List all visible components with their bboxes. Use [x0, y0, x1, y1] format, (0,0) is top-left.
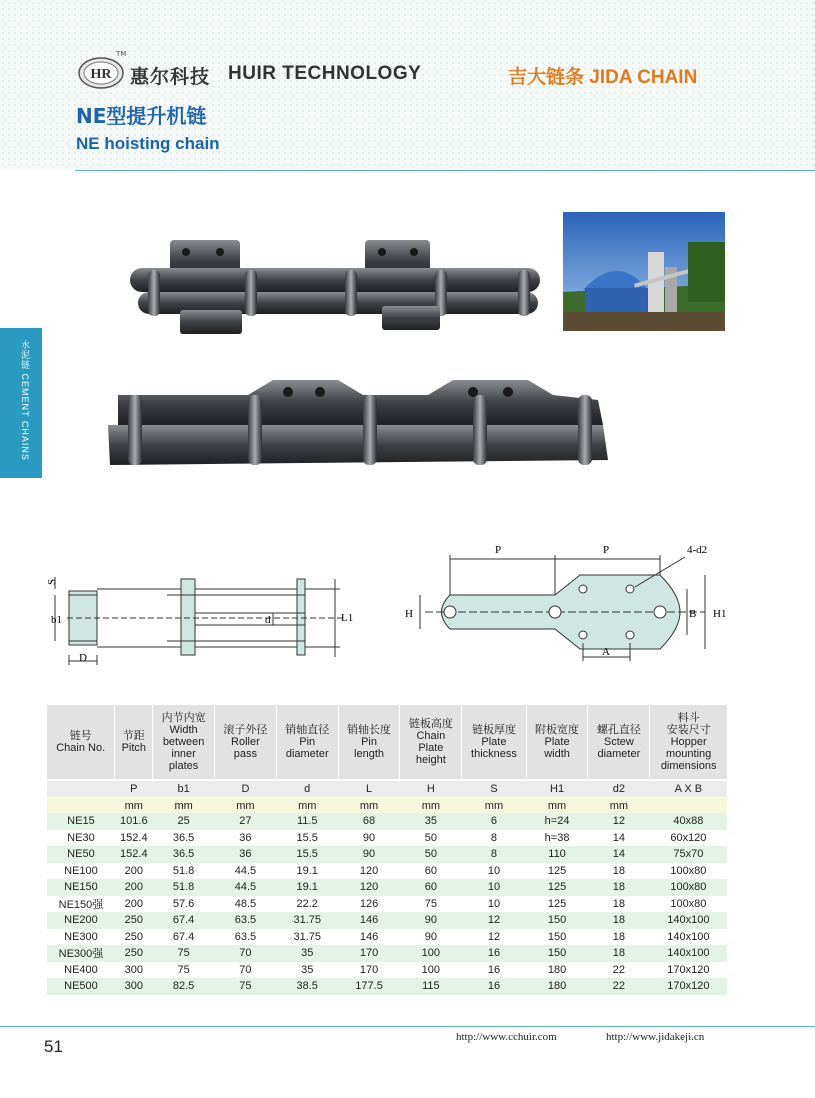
column-header: 内节内宽 Width between inner plates — [153, 705, 215, 780]
table-cell: 67.4 — [153, 929, 215, 946]
table-cell: 115 — [400, 978, 462, 995]
table-symbol-row — [47, 780, 727, 798]
table-cell: 18 — [588, 879, 650, 896]
table-cell: 14 — [588, 846, 650, 863]
section-side-tab-label: 水泥链 CEMENT CHAINS — [20, 340, 30, 461]
table-cell: 22.2 — [276, 896, 338, 913]
unit-cell — [650, 798, 727, 814]
dim-label-d-pin: d — [265, 614, 271, 626]
table-row — [47, 846, 727, 863]
table-cell: 57.6 — [153, 896, 215, 913]
table-row — [47, 978, 727, 995]
unit-cell: mm — [338, 798, 400, 814]
table-row — [47, 912, 727, 929]
table-cell: 51.8 — [153, 863, 215, 880]
table-cell: 125 — [526, 879, 588, 896]
table-cell: 120 — [338, 863, 400, 880]
table-cell: 150 — [526, 929, 588, 946]
company-logo — [78, 56, 124, 90]
table-cell: 90 — [400, 912, 462, 929]
table-cell: 170x120 — [650, 962, 727, 979]
table-cell: 100x80 — [650, 863, 727, 880]
table-cell: 25 — [153, 813, 215, 830]
dim-label-h: H — [405, 608, 413, 620]
table-cell: 68 — [338, 813, 400, 830]
table-cell: 100x80 — [650, 879, 727, 896]
dim-label-d-roller: D — [79, 652, 87, 664]
table-cell: 10 — [462, 879, 526, 896]
table-cell: 140x100 — [650, 945, 727, 962]
table-cell: 18 — [588, 863, 650, 880]
symbol-cell: D — [215, 780, 277, 798]
dim-label-s: S — [46, 578, 58, 585]
chain-number-cell: NE30 — [47, 830, 115, 847]
table-cell: 35 — [276, 962, 338, 979]
table-cell: 27 — [215, 813, 277, 830]
table-cell: h=24 — [526, 813, 588, 830]
chain-number-cell: NE300强 — [47, 945, 115, 962]
table-cell: 200 — [115, 896, 153, 913]
trademark-mark: TM — [116, 50, 127, 58]
symbol-cell: b1 — [153, 780, 215, 798]
unit-cell: mm — [462, 798, 526, 814]
table-cell: 60 — [400, 863, 462, 880]
table-cell: 100x80 — [650, 896, 727, 913]
column-header: 附板宽度 Plate width — [526, 705, 588, 780]
table-cell: 35 — [276, 945, 338, 962]
table-row — [47, 929, 727, 946]
table-cell: 125 — [526, 896, 588, 913]
cement-plant-photo — [563, 212, 725, 331]
table-cell: 14 — [588, 830, 650, 847]
unit-cell — [47, 798, 115, 814]
table-cell: 300 — [115, 978, 153, 995]
table-cell: 170 — [338, 962, 400, 979]
table-cell: 60 — [400, 879, 462, 896]
symbol-cell: H1 — [526, 780, 588, 798]
page-title-chinese: NE型提升机链 — [76, 104, 207, 128]
table-row — [47, 879, 727, 896]
table-cell: 31.75 — [276, 929, 338, 946]
chain-number-cell: NE50 — [47, 846, 115, 863]
table-cell: 40x88 — [650, 813, 727, 830]
table-cell: 200 — [115, 879, 153, 896]
table-cell: 19.1 — [276, 879, 338, 896]
table-cell: 146 — [338, 929, 400, 946]
website-url-cchuir[interactable]: http://www.cchuir.com — [456, 1031, 557, 1043]
table-cell: 75 — [153, 962, 215, 979]
column-header: 滚子外径 Roller pass — [215, 705, 277, 780]
table-cell: 150 — [526, 945, 588, 962]
table-cell: 180 — [526, 978, 588, 995]
table-cell: 22 — [588, 962, 650, 979]
table-row — [47, 896, 727, 913]
chain-photo-top — [120, 228, 550, 338]
table-cell: 170x120 — [650, 978, 727, 995]
table-cell: 36.5 — [153, 830, 215, 847]
table-cell: 19.1 — [276, 863, 338, 880]
table-cell: 75x70 — [650, 846, 727, 863]
symbol-cell: L — [338, 780, 400, 798]
dim-label-h1: H1 — [713, 608, 727, 620]
symbol-cell: d2 — [588, 780, 650, 798]
table-cell: 152.4 — [115, 846, 153, 863]
table-cell: 16 — [462, 962, 526, 979]
column-header: 销轴长度 Pin length — [338, 705, 400, 780]
dim-label-a: A — [602, 646, 610, 658]
chain-number-cell: NE15 — [47, 813, 115, 830]
brand-name-english: HUIR TECHNOLOGY — [228, 63, 422, 84]
table-cell: 126 — [338, 896, 400, 913]
table-row — [47, 830, 727, 847]
column-header: 链板高度 Chain Plate height — [400, 705, 462, 780]
dim-label-pitch-2: P — [603, 544, 610, 556]
table-cell: 44.5 — [215, 879, 277, 896]
table-cell: 70 — [215, 945, 277, 962]
column-header: 节距 Pitch — [115, 705, 153, 780]
dim-label-pitch-1: P — [495, 544, 502, 556]
dim-label-b1: b1 — [51, 614, 62, 626]
table-cell: 18 — [588, 896, 650, 913]
chain-number-cell: NE400 — [47, 962, 115, 979]
table-cell: 82.5 — [153, 978, 215, 995]
table-cell: 177.5 — [338, 978, 400, 995]
table-cell: 10 — [462, 896, 526, 913]
table-cell: 36 — [215, 846, 277, 863]
table-cell: 50 — [400, 846, 462, 863]
table-cell: 110 — [526, 846, 588, 863]
table-cell: 180 — [526, 962, 588, 979]
chain-number-cell: NE100 — [47, 863, 115, 880]
partner-brand: 吉大链条 JIDA CHAIN — [508, 67, 698, 88]
table-cell: 10 — [462, 863, 526, 880]
website-url-jidakeji[interactable]: http://www.jidakeji.cn — [606, 1031, 705, 1043]
dim-label-b: B — [689, 608, 697, 620]
table-cell: 36 — [215, 830, 277, 847]
table-cell: 250 — [115, 912, 153, 929]
table-cell: h=38 — [526, 830, 588, 847]
chain-number-cell: NE150 — [47, 879, 115, 896]
symbol-cell: S — [462, 780, 526, 798]
dim-label-holes: 4-d2 — [687, 544, 708, 556]
column-header: 螺孔直径 Sctew diameter — [588, 705, 650, 780]
table-cell: 152.4 — [115, 830, 153, 847]
table-cell: 100 — [400, 945, 462, 962]
table-cell: 75 — [153, 945, 215, 962]
page-number: 51 — [44, 1037, 63, 1056]
table-cell: 125 — [526, 863, 588, 880]
column-header: 链板厚度 Plate thickness — [462, 705, 526, 780]
table-cell: 60x120 — [650, 830, 727, 847]
table-cell: 146 — [338, 912, 400, 929]
column-header: 销轴直径 Pin diameter — [276, 705, 338, 780]
table-cell: 8 — [462, 830, 526, 847]
logo-letters: HR — [90, 67, 112, 82]
table-cell: 44.5 — [215, 863, 277, 880]
table-cell: 6 — [462, 813, 526, 830]
symbol-cell: A X B — [650, 780, 727, 798]
table-cell: 18 — [588, 912, 650, 929]
chain-number-cell: NE150强 — [47, 896, 115, 913]
table-cell: 100 — [400, 962, 462, 979]
unit-cell: mm — [276, 798, 338, 814]
table-cell: 150 — [526, 912, 588, 929]
table-cell: 18 — [588, 945, 650, 962]
table-cell: 8 — [462, 846, 526, 863]
column-header: 链号 Chain No. — [47, 705, 115, 780]
table-cell: 170 — [338, 945, 400, 962]
table-cell: 31.75 — [276, 912, 338, 929]
table-cell: 48.5 — [215, 896, 277, 913]
unit-cell: mm — [115, 798, 153, 814]
table-cell: 90 — [338, 830, 400, 847]
table-cell: 140x100 — [650, 912, 727, 929]
column-header: 料斗 安装尺寸 Hopper mounting dimensions — [650, 705, 727, 780]
table-cell: 140x100 — [650, 929, 727, 946]
table-cell: 15.5 — [276, 846, 338, 863]
table-row — [47, 813, 727, 830]
table-cell: 120 — [338, 879, 400, 896]
dim-label-l1: L1 — [341, 612, 354, 624]
table-cell: 75 — [215, 978, 277, 995]
unit-cell: mm — [400, 798, 462, 814]
table-header-row — [47, 705, 727, 780]
unit-cell: mm — [153, 798, 215, 814]
symbol-cell — [47, 780, 115, 798]
table-cell: 12 — [462, 912, 526, 929]
table-cell: 11.5 — [276, 813, 338, 830]
table-unit-row — [47, 798, 727, 814]
table-cell: 90 — [338, 846, 400, 863]
table-row — [47, 945, 727, 962]
symbol-cell: d — [276, 780, 338, 798]
table-cell: 75 — [400, 896, 462, 913]
table-cell: 36.5 — [153, 846, 215, 863]
brand-name-chinese: 惠尔科技 — [130, 66, 211, 88]
table-row — [47, 962, 727, 979]
table-cell: 50 — [400, 830, 462, 847]
unit-cell: mm — [588, 798, 650, 814]
specification-table — [47, 705, 727, 995]
table-cell: 63.5 — [215, 912, 277, 929]
footer-divider — [0, 1026, 815, 1027]
table-cell: 15.5 — [276, 830, 338, 847]
table-cell: 90 — [400, 929, 462, 946]
table-cell: 16 — [462, 978, 526, 995]
table-cell: 18 — [588, 929, 650, 946]
table-cell: 63.5 — [215, 929, 277, 946]
table-cell: 38.5 — [276, 978, 338, 995]
table-cell: 22 — [588, 978, 650, 995]
symbol-cell: P — [115, 780, 153, 798]
page-title-english: NE hoisting chain — [76, 134, 220, 153]
table-cell: 70 — [215, 962, 277, 979]
symbol-cell: H — [400, 780, 462, 798]
chain-photo-bottom — [98, 370, 618, 480]
unit-cell: mm — [526, 798, 588, 814]
table-body — [47, 813, 727, 995]
table-cell: 51.8 — [153, 879, 215, 896]
front-view-drawing — [395, 537, 740, 667]
table-cell: 101.6 — [115, 813, 153, 830]
side-view-drawing — [45, 565, 355, 670]
table-cell: 35 — [400, 813, 462, 830]
table-cell: 300 — [115, 962, 153, 979]
table-cell: 12 — [462, 929, 526, 946]
table-cell: 250 — [115, 929, 153, 946]
table-cell: 250 — [115, 945, 153, 962]
table-cell: 12 — [588, 813, 650, 830]
table-cell: 200 — [115, 863, 153, 880]
table-cell: 16 — [462, 945, 526, 962]
unit-cell: mm — [215, 798, 277, 814]
header-divider — [75, 170, 815, 171]
chain-number-cell: NE200 — [47, 912, 115, 929]
table-cell: 67.4 — [153, 912, 215, 929]
chain-number-cell: NE300 — [47, 929, 115, 946]
table-row — [47, 863, 727, 880]
chain-number-cell: NE500 — [47, 978, 115, 995]
